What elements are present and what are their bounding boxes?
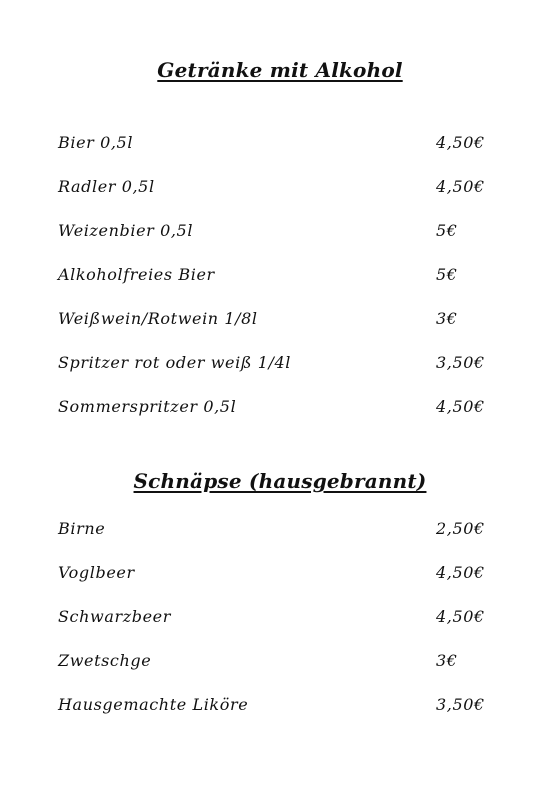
item-price: 4,50€ (436, 177, 485, 196)
menu-item (58, 309, 498, 353)
item-price: 4,50€ (436, 563, 485, 582)
menu-item (58, 519, 498, 563)
item-price: 5€ (436, 265, 458, 284)
item-price: 3€ (436, 651, 458, 670)
item-price: 4,50€ (436, 133, 485, 152)
item-name: Weißwein/Rotwein 1/8l (58, 309, 258, 328)
menu-item (58, 695, 498, 739)
menu-item (58, 397, 498, 441)
menu-item (58, 607, 498, 651)
alcoholic-drinks-list (58, 133, 498, 441)
item-name: Alkoholfreies Bier (58, 265, 215, 284)
menu-item (58, 265, 498, 309)
item-price: 3€ (436, 309, 458, 328)
menu-item (58, 353, 498, 397)
menu-item (58, 563, 498, 607)
item-name: Weizenbier 0,5l (58, 221, 194, 240)
item-price: 5€ (436, 221, 458, 240)
item-price: 3,50€ (436, 695, 485, 714)
item-price: 4,50€ (436, 397, 485, 416)
item-price: 2,50€ (436, 519, 485, 538)
item-name: Bier 0,5l (58, 133, 134, 152)
menu-item (58, 133, 498, 177)
item-price: 3,50€ (436, 353, 485, 372)
schnapps-list (58, 519, 498, 739)
item-name: Sommerspritzer 0,5l (58, 397, 237, 416)
item-name: Schwarzbeer (58, 607, 171, 626)
item-price: 4,50€ (436, 607, 485, 626)
menu-item (58, 651, 498, 695)
item-name: Radler 0,5l (58, 177, 155, 196)
menu-item (58, 221, 498, 265)
section-title-schnapps: Schnäpse (hausgebrannt) (133, 469, 427, 493)
item-name: Spritzer rot oder weiß 1/4l (58, 353, 292, 372)
item-name: Zwetschge (58, 651, 152, 670)
item-name: Voglbeer (58, 563, 135, 582)
item-name: Birne (58, 519, 106, 538)
menu-item (58, 177, 498, 221)
item-name: Hausgemachte Liköre (58, 695, 249, 714)
section-title-alcoholic-drinks: Getränke mit Alkohol (157, 58, 403, 82)
